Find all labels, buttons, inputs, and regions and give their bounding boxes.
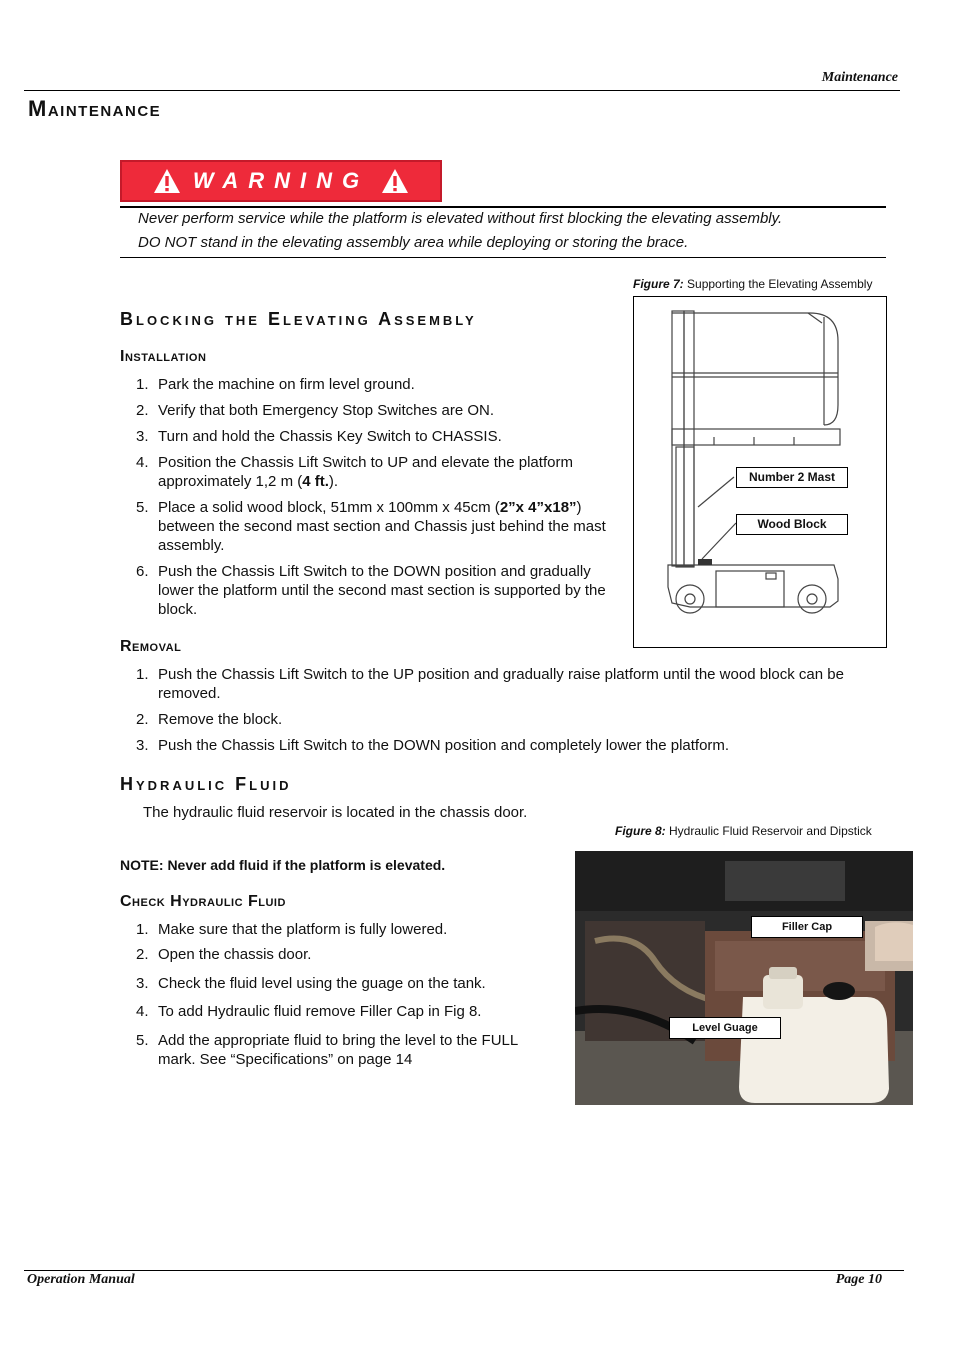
warning-bottom-rule bbox=[120, 257, 886, 258]
hydraulic-intro: The hydraulic fluid reservoir is located in the chassis door. bbox=[143, 804, 528, 821]
warning-line-1: Never perform service while the platform is elevated without first blocking the elevating assembly. bbox=[138, 210, 783, 227]
list-item: 6. Push the Chassis Lift Switch to the DOWN position and gradually lower the platform until the second mast section is supported by the block. bbox=[136, 563, 606, 618]
figure-8-photo bbox=[575, 851, 913, 1105]
installation-steps bbox=[120, 375, 626, 626]
page-title: Maintenance bbox=[28, 96, 162, 121]
warning-banner bbox=[120, 160, 442, 202]
callout-filler-cap: Filler Cap bbox=[751, 916, 863, 938]
list-item: 3. Push the Chassis Lift Switch to the DOWN position and completely lower the platform. bbox=[136, 737, 730, 754]
removal-steps bbox=[120, 665, 892, 762]
list-item: 4. To add Hydraulic fluid remove Filler Cap in Fig 8. bbox=[136, 1003, 482, 1020]
running-header: Maintenance bbox=[821, 70, 898, 85]
list-item: 2. Remove the block. bbox=[136, 711, 283, 728]
list-item: 3. Turn and hold the Chassis Key Switch to CHASSIS. bbox=[136, 428, 502, 445]
list-item: 5. Add the appropriate fluid to bring the level to the FULL mark. See “Specifications” on page 14 bbox=[136, 1032, 518, 1068]
check-fluid-steps bbox=[120, 920, 540, 1076]
check-fluid-heading: Check Hydraulic Fluid bbox=[120, 893, 286, 910]
note: NOTE: Never add fluid if the platform is elevated. bbox=[120, 857, 446, 873]
figure-8-caption: Figure 8: Hydraulic Fluid Reservoir and Dipstick bbox=[615, 824, 872, 838]
figure-7-caption: Figure 7: Supporting the Elevating Assembly bbox=[633, 277, 873, 291]
list-item: 1. Make sure that the platform is fully lowered. bbox=[136, 921, 448, 938]
warning-line-2: DO NOT stand in the elevating assembly area while deploying or storing the brace. bbox=[138, 234, 689, 251]
callout-wood-block: Wood Block bbox=[736, 514, 848, 535]
warning-triangle-icon bbox=[381, 167, 409, 195]
list-item: 3. Check the fluid level using the guage on the tank. bbox=[136, 975, 486, 992]
list-item: 1. Park the machine on firm level ground. bbox=[136, 376, 415, 393]
header-rule bbox=[24, 90, 900, 91]
list-item: 1. Push the Chassis Lift Switch to the UP position and gradually raise platform until the wood block can be removed. bbox=[136, 666, 844, 702]
callout-level-guage: Level Guage bbox=[669, 1017, 781, 1039]
footer-manual-title: Operation Manual bbox=[27, 1272, 135, 1287]
hydraulic-heading: Hydraulic Fluid bbox=[120, 774, 292, 794]
footer-page-number: Page 10 bbox=[835, 1272, 882, 1287]
removal-heading: Removal bbox=[120, 638, 182, 655]
warning-top-rule bbox=[120, 206, 886, 208]
figure-7 bbox=[633, 296, 887, 648]
reservoir-photo-illustration bbox=[575, 851, 913, 1105]
list-item: 5. Place a solid wood block, 51mm x 100mm x 45cm (2”x 4”x18”) between the second mast section and Chassis just behind the mast assembly. bbox=[136, 499, 606, 554]
blocking-heading: Blocking the Elevating Assembly bbox=[120, 309, 477, 329]
warning-word: WARNING bbox=[192, 168, 370, 193]
warning-triangle-icon bbox=[153, 167, 181, 195]
callout-number-2-mast: Number 2 Mast bbox=[736, 467, 848, 488]
list-item: 4. Position the Chassis Lift Switch to UP and elevate the platform approximately 1,2 m (4 ft.). bbox=[136, 454, 573, 490]
footer-rule bbox=[24, 1270, 904, 1271]
installation-heading: Installation bbox=[120, 348, 207, 365]
list-item: 2. Verify that both Emergency Stop Switches are ON. bbox=[136, 402, 494, 419]
list-item: 2. Open the chassis door. bbox=[136, 946, 312, 963]
